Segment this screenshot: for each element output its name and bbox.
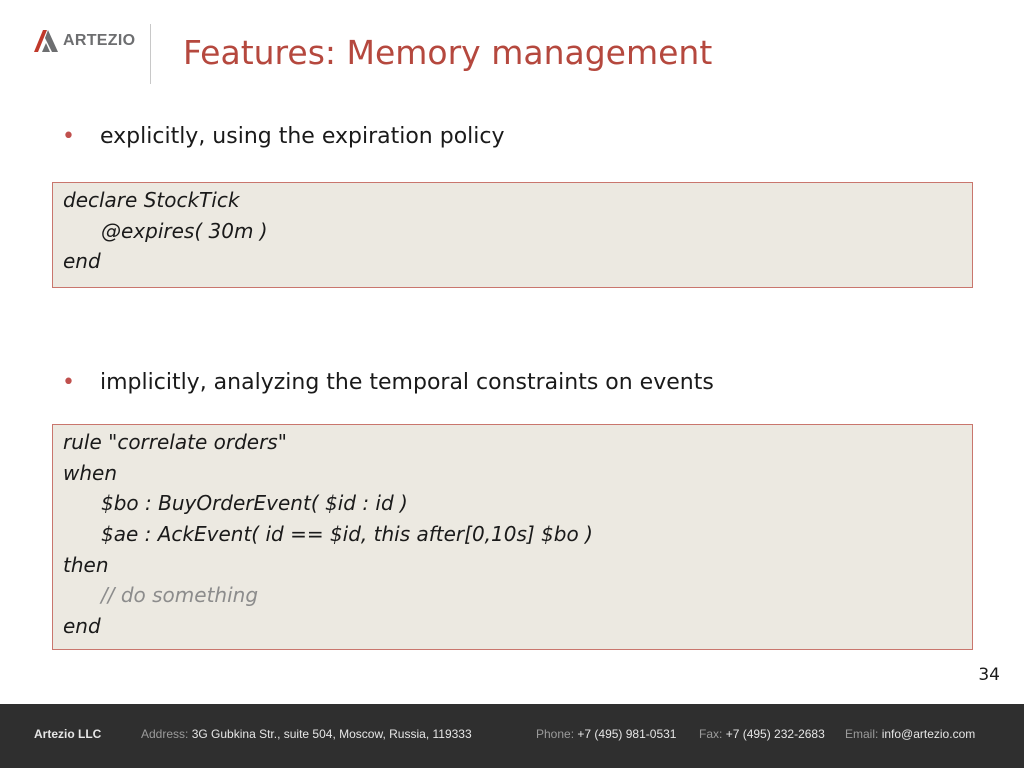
bullet-item (62, 124, 505, 149)
code-line: then (63, 552, 109, 577)
bullet-dot-icon: • (62, 370, 75, 395)
bullet-text: implicitly, analyzing the temporal constraints on events (100, 370, 714, 395)
artezio-logo (34, 28, 135, 54)
code-line: $bo : BuyOrderEvent( $id : id ) (101, 491, 408, 516)
code-line: declare StockTick (63, 188, 240, 212)
footer-fax-label: Fax: (699, 727, 723, 741)
code-line: @expires( 30m ) (101, 218, 268, 243)
footer-address (141, 727, 472, 741)
footer-company: Artezio LLC (34, 727, 102, 741)
footer-phone-label: Phone: (536, 727, 575, 741)
bullet-dot-icon: • (62, 124, 75, 149)
code-line: $ae : AckEvent( id == $id, this after[0,10s] $bo ) (101, 522, 593, 547)
footer-phone-value: +7 (495) 981-0531 (577, 727, 677, 741)
bullet-text: explicitly, using the expiration policy (100, 124, 505, 149)
bullet-item (62, 370, 714, 395)
code-line: end (63, 614, 101, 639)
footer-bar (0, 704, 1024, 768)
code-comment-line: // do something (101, 583, 259, 608)
footer-email-label: Email: (845, 727, 879, 741)
artezio-logo-icon (34, 30, 58, 52)
footer-email (845, 727, 975, 741)
code-line: end (63, 249, 101, 274)
code-line: rule "correlate orders" (63, 430, 287, 454)
code-block (52, 424, 973, 650)
code-block (52, 182, 973, 288)
footer-phone (536, 727, 676, 741)
slide-title: Features: Memory management (183, 33, 713, 72)
slide-number: 34 (978, 665, 1000, 685)
footer-email-value: info@artezio.com (881, 727, 976, 741)
footer-address-label: Address: (141, 727, 189, 741)
footer-address-value: 3G Gubkina Str., suite 504, Moscow, Russia, 119333 (191, 727, 472, 741)
footer-fax-value: +7 (495) 232-2683 (725, 727, 825, 741)
artezio-logo-text: ARTEZIO (63, 32, 136, 49)
code-line: when (63, 460, 118, 485)
title-divider (150, 24, 151, 84)
footer-fax (699, 727, 825, 741)
